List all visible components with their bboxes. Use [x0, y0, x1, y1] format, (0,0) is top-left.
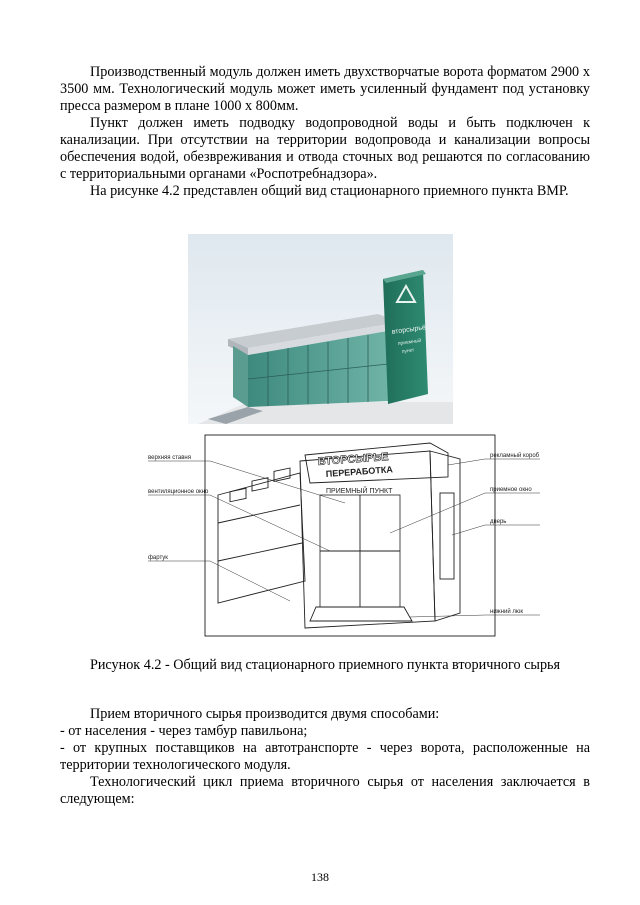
kiosk-render-image — [188, 234, 453, 424]
render-sign-main: вторсырьё — [391, 324, 427, 336]
page-number: 138 — [311, 870, 329, 884]
label-ad-box: рекламный короб — [490, 453, 540, 459]
paragraph-gates: Производственный модуль должен иметь двухстворчатые ворота форматом 2900 х 3500 мм. Технологический модуль может иметь усиленный фундамент под установку пресса размером в плане 1000 х 800мм. — [60, 64, 590, 114]
drawing-sign-window: ПРИЕМНЫЙ ПУНКТ — [326, 488, 393, 495]
label-door: дверь — [490, 519, 507, 525]
list-item-population: - от населения - через тамбур павильона; — [60, 723, 308, 739]
label-vent-window: вентиляционное окно — [148, 489, 209, 495]
drawing-sign-top: ВТОРСЫРЬЕ — [317, 451, 389, 468]
label-receiving-window: приемное окно — [490, 487, 532, 493]
paragraph-cycle: Технологический цикл приема вторичного сырья от населения заключается в следующем: — [60, 774, 590, 807]
paragraph-methods: Прием вторичного сырья производится двумя способами: — [90, 706, 440, 722]
label-upper-shutter: верхняя ставня — [148, 455, 191, 461]
label-apron: фартук — [148, 555, 168, 561]
kiosk-drawing — [130, 433, 550, 638]
figure-caption: Рисунок 4.2 - Общий вид стационарного приемного пункта вторичного сырья — [89, 657, 561, 673]
list-item-suppliers: - от крупных поставщиков на автотранспорте - через ворота, расположенные на территории технологического модуля. — [60, 740, 590, 773]
label-lower-hatch: нижний люк — [490, 609, 523, 615]
render-sign-sub2: пункт — [401, 347, 415, 355]
drawing-sign-bottom: ПЕРЕРАБОТКА — [325, 464, 394, 479]
paragraph-water: Пункт должен иметь подводку водопроводной воды и быть подключен к канализации. При отсутствии на территории водопровода и канализации вопросы обеспечения водой, обезвреживания и отвода сточных вод решаются по согласованию с территориальными органами «Роспотребнадзора». — [60, 115, 590, 182]
render-sign-sub1: приемный — [397, 337, 422, 347]
paragraph-figure-ref: На рисунке 4.2 представлен общий вид стационарного приемного пункта ВМР. — [90, 183, 569, 199]
